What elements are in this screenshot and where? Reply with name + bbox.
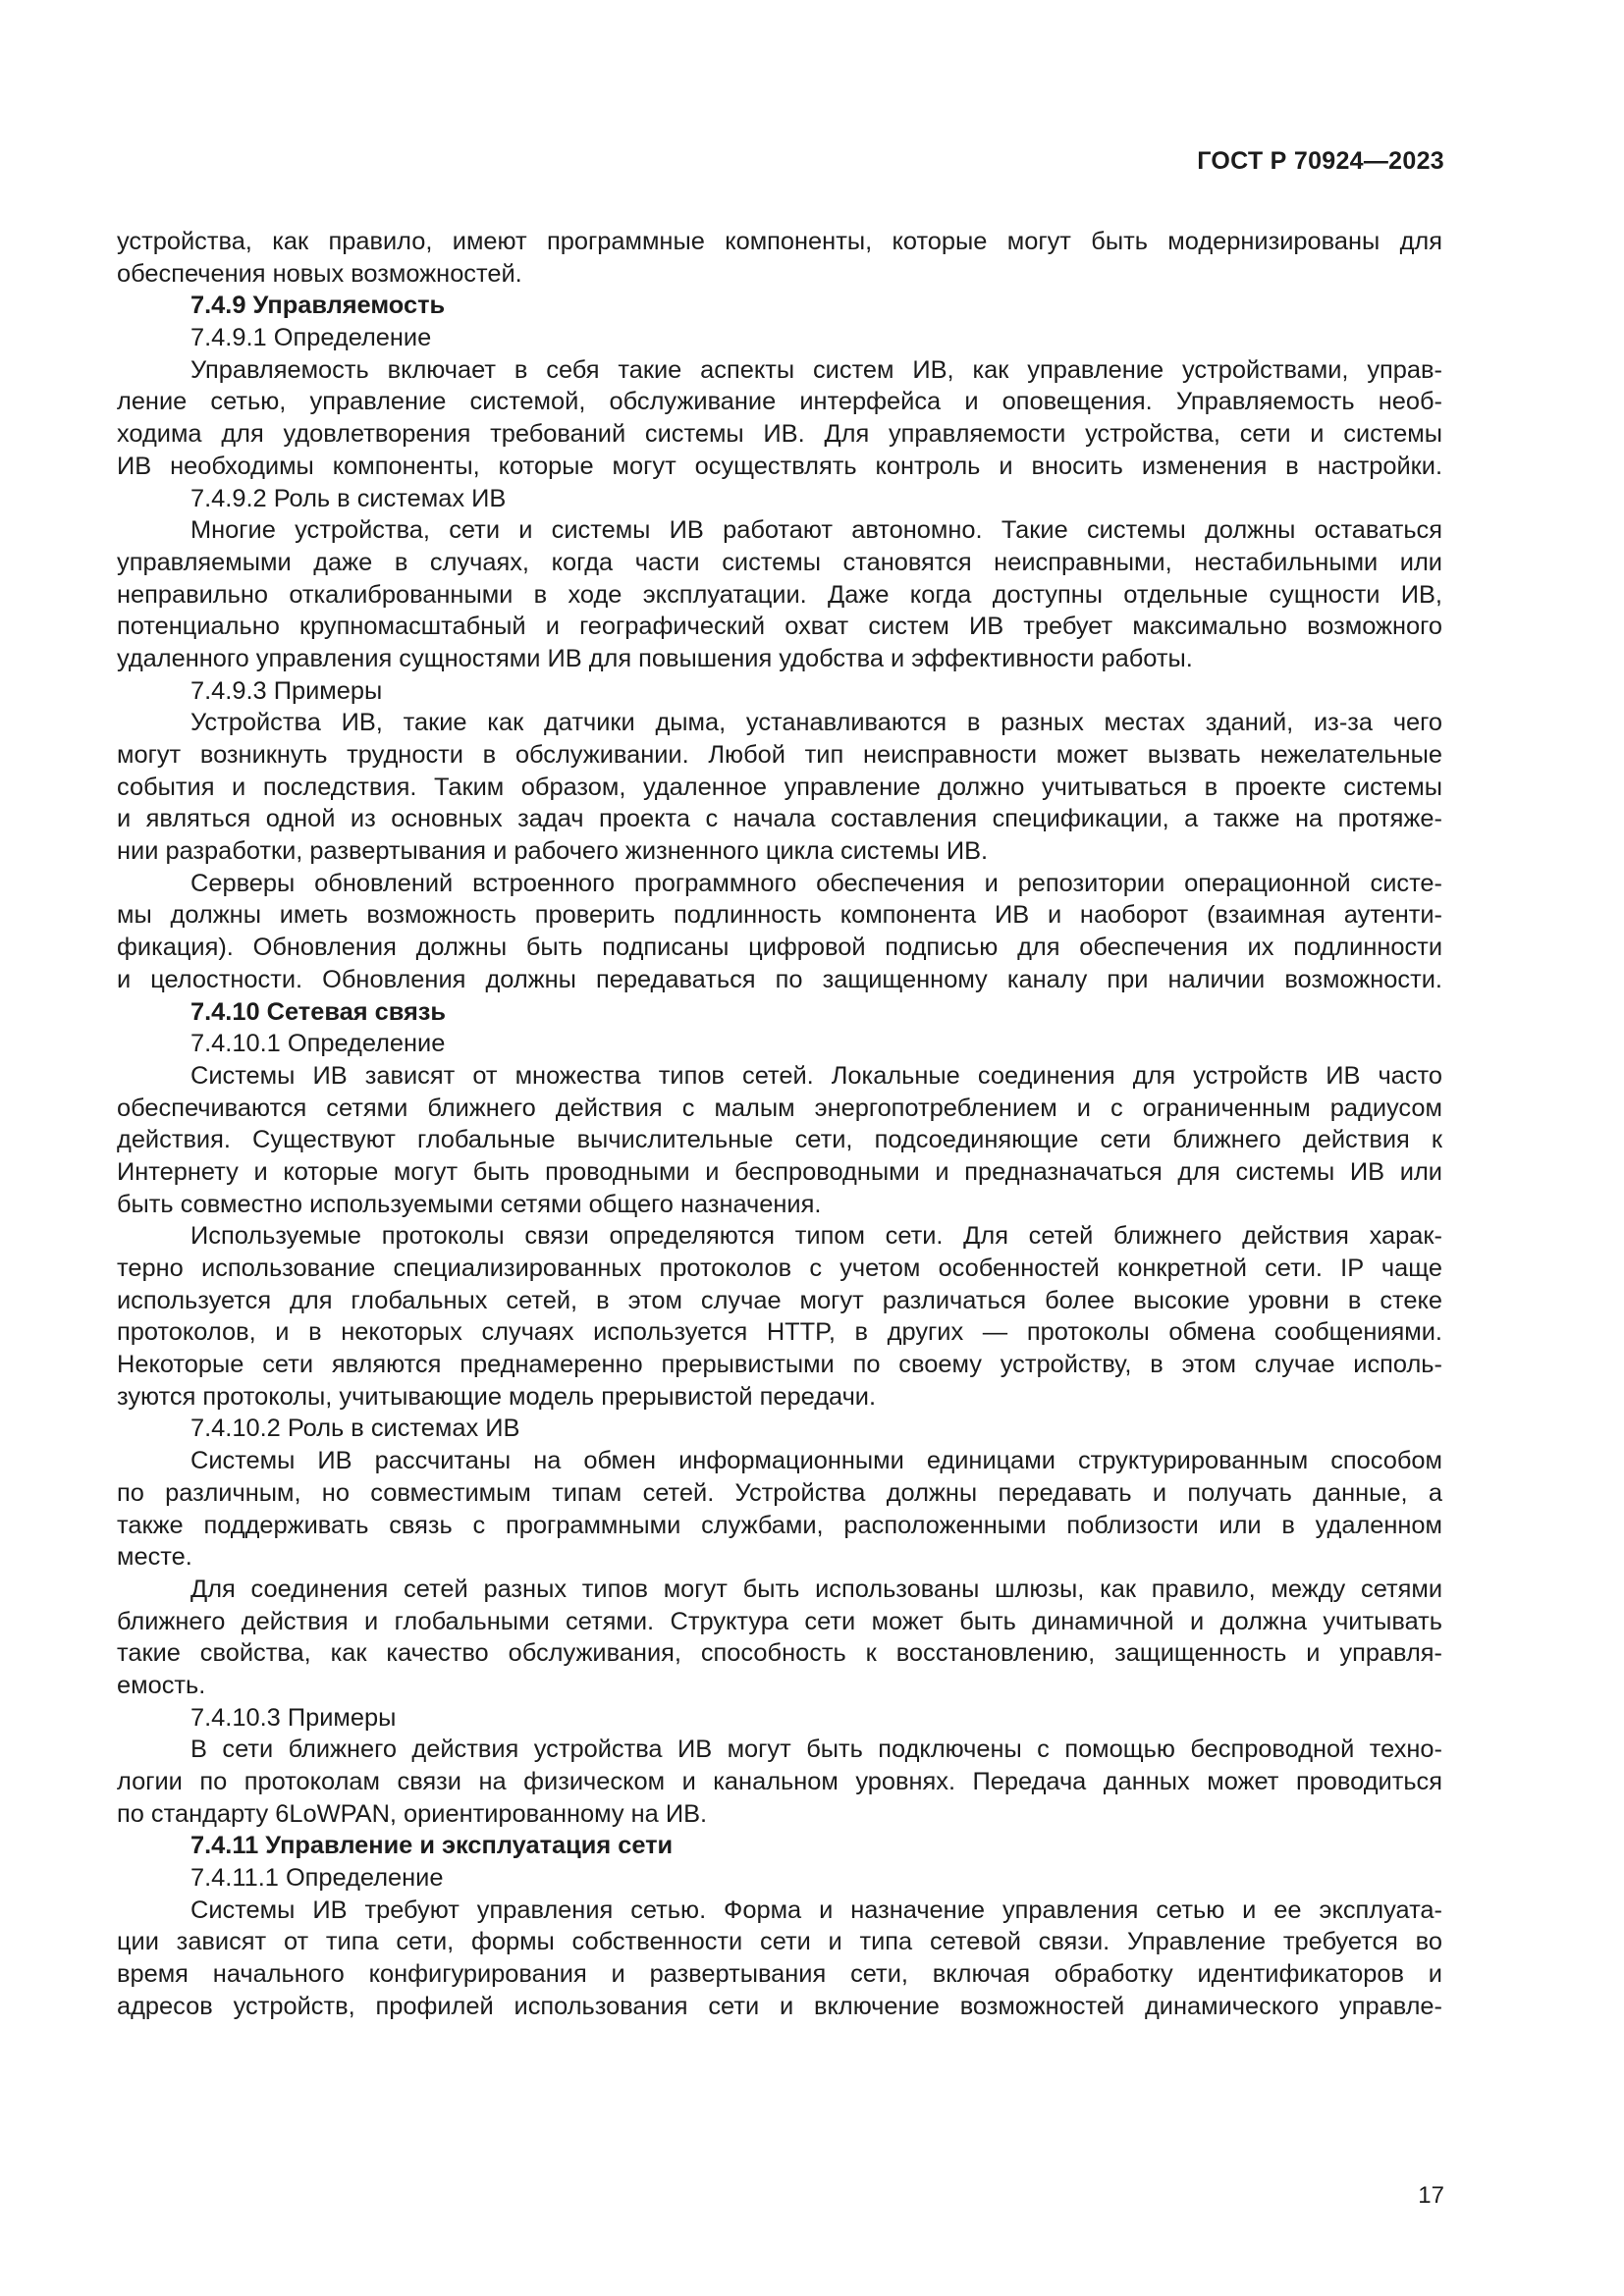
text-line: нии разработки, развертывания и рабочего жизненного цикла системы ИВ. bbox=[117, 837, 989, 866]
text-line: ИВ необходимы компоненты, которые могут осуществлять контроль и вносить изменения в настройки. bbox=[117, 452, 1442, 480]
section-heading: 7.4.11 Управление и эксплуатация сети bbox=[190, 1832, 674, 1860]
text-line: время начального конфигурирования и развертывания сети, включая обработку идентификаторов и bbox=[117, 1960, 1442, 1989]
text-line: действия. Существуют глобальные вычислительные сети, подсоединяющие сети ближнего действия к bbox=[117, 1126, 1442, 1154]
text-line: также поддерживать связь с программными службами, расположенными поблизости или в удаленном bbox=[117, 1511, 1442, 1539]
text-line: 7.4.9.1 Определение bbox=[190, 324, 432, 352]
text-line: 7.4.10.1 Определение bbox=[190, 1030, 446, 1058]
text-line: 7.4.9.2 Роль в системах ИВ bbox=[190, 484, 507, 512]
text-line: 7.4.11.1 Определение bbox=[190, 1864, 444, 1893]
text-line: мы должны иметь возможность проверить подлинность компонента ИВ и наоборот (взаимная аутенти- bbox=[117, 901, 1442, 930]
document-body bbox=[117, 226, 1442, 2023]
text-line: такие свойства, как качество обслуживания, способность к восстановлению, защищенность и управля- bbox=[117, 1639, 1442, 1668]
text-line: адресов устройств, профилей использования сети и включение возможностей динамического управле- bbox=[117, 1992, 1442, 2020]
text-line: и целостности. Обновления должны передаваться по защищенному каналу при наличии возможности. bbox=[117, 965, 1442, 993]
text-line: устройства, как правило, имеют программные компоненты, которые могут быть модернизированы для bbox=[117, 228, 1442, 255]
text-line: Серверы обновлений встроенного программного обеспечения и репозитории операционной систе- bbox=[190, 869, 1442, 897]
text-line: ходима для удовлетворения требований системы ИВ. Для управляемости устройства, сети и системы bbox=[117, 420, 1442, 449]
text-line: используется для глобальных сетей, в этом случае могут различаться более высокие уровни в стеке bbox=[117, 1286, 1442, 1314]
text-line: 7.4.10.2 Роль в системах ИВ bbox=[190, 1415, 520, 1443]
section-heading: 7.4.9 Управляемость bbox=[190, 292, 446, 320]
text-line: 7.4.10.3 Примеры bbox=[190, 1703, 397, 1732]
text-line: Используемые протоколы связи определяются типом сети. Для сетей ближнего действия харак- bbox=[190, 1222, 1442, 1251]
text-line: удаленного управления сущностями ИВ для повышения удобства и эффективности работы. bbox=[117, 644, 1193, 672]
text-line: события и последствия. Таким образом, удаленное управление должно учитываться в проекте системы bbox=[117, 773, 1442, 801]
text-line: протоколов, и в некоторых случаях используется HTTP, в других — протоколы обмена сообщениями. bbox=[117, 1318, 1442, 1347]
text-line: месте. bbox=[117, 1543, 192, 1572]
text-line: емость. bbox=[117, 1671, 206, 1699]
text-line: Управляемость включает в себя такие аспекты систем ИВ, как управление устройствами, управ- bbox=[190, 355, 1442, 384]
text-line: неправильно откалиброванными в ходе эксплуатации. Даже когда доступны отдельные сущности ИВ, bbox=[117, 580, 1442, 609]
text-line: терно использование специализированных протоколов с учетом особенностей конкретной сети. IP чаще bbox=[117, 1255, 1442, 1282]
text-line: Для соединения сетей разных типов могут быть использованы шлюзы, как правило, между сетями bbox=[190, 1575, 1442, 1603]
text-line: Системы ИВ требуют управления сетью. Форма и назначение управления сетью и ее эксплуата- bbox=[190, 1896, 1442, 1924]
text-line: Интернету и которые могут быть проводными и беспроводными и предназначаться для системы ИВ или bbox=[117, 1157, 1442, 1186]
text-line: ближнего действия и глобальными сетями. Структура сети может быть динамичной и должна учитывать bbox=[117, 1607, 1442, 1635]
text-line: В сети ближнего действия устройства ИВ могут быть подключены с помощью беспроводной техно- bbox=[190, 1735, 1442, 1764]
text-line: Системы ИВ зависят от множества типов сетей. Локальные соединения для устройств ИВ часто bbox=[190, 1061, 1442, 1090]
text-line: логии по протоколам связи на физическом и канальном уровнях. Передача данных может проводиться bbox=[117, 1768, 1442, 1795]
text-line: обеспечиваются сетями ближнего действия с малым энергопотреблением и с ограниченным радиусом bbox=[117, 1094, 1442, 1122]
text-line: Некоторые сети являются преднамеренно прерывистыми по своему устройству, в этом случае исполь- bbox=[117, 1351, 1442, 1379]
text-line: быть совместно используемыми сетями общего назначения. bbox=[117, 1190, 822, 1218]
text-line: Многие устройства, сети и системы ИВ работают автономно. Такие системы должны оставаться bbox=[190, 516, 1442, 545]
document-header: ГОСТ Р 70924—2023 bbox=[1197, 147, 1444, 175]
text-line: по различным, но совместимым типам сетей. Устройства должны передавать и получать данные, а bbox=[117, 1478, 1442, 1507]
text-line: могут возникнуть трудности в обслуживании. Любой тип неисправности может вызвать нежелательные bbox=[117, 741, 1442, 769]
text-line: фикация). Обновления должны быть подписаны цифровой подписью для обеспечения их подлинности bbox=[117, 934, 1442, 962]
text-line: ции зависят от типа сети, формы собственности сети и типа сетевой связи. Управление требуется во bbox=[117, 1928, 1442, 1956]
text-line: 7.4.9.3 Примеры bbox=[190, 676, 383, 705]
text-line: по стандарту 6LoWPAN, ориентированному на ИВ. bbox=[117, 1799, 708, 1828]
text-line: Системы ИВ рассчитаны на обмен информационными единицами структурированным способом bbox=[190, 1447, 1442, 1475]
page-number: 17 bbox=[1418, 2182, 1444, 2209]
text-line: зуются протоколы, учитывающие модель прерывистой передачи. bbox=[117, 1382, 877, 1411]
text-line: Устройства ИВ, такие как датчики дыма, устанавливаются в разных местах зданий, из-за чего bbox=[190, 709, 1442, 737]
section-heading: 7.4.10 Сетевая связь bbox=[190, 997, 447, 1026]
text-line: потенциально крупномасштабный и географический охват систем ИВ требует максимально возможного bbox=[117, 613, 1442, 641]
text-line: обеспечения новых возможностей. bbox=[117, 259, 522, 288]
text-line: управляемыми даже в случаях, когда части системы становятся неисправными, нестабильными или bbox=[117, 548, 1442, 576]
text-line: ление сетью, управление системой, обслуживание интерфейса и оповещения. Управляемость необ- bbox=[117, 388, 1442, 416]
text-line: и являться одной из основных задач проекта с начала составления спецификации, а также на протяже- bbox=[117, 805, 1442, 833]
